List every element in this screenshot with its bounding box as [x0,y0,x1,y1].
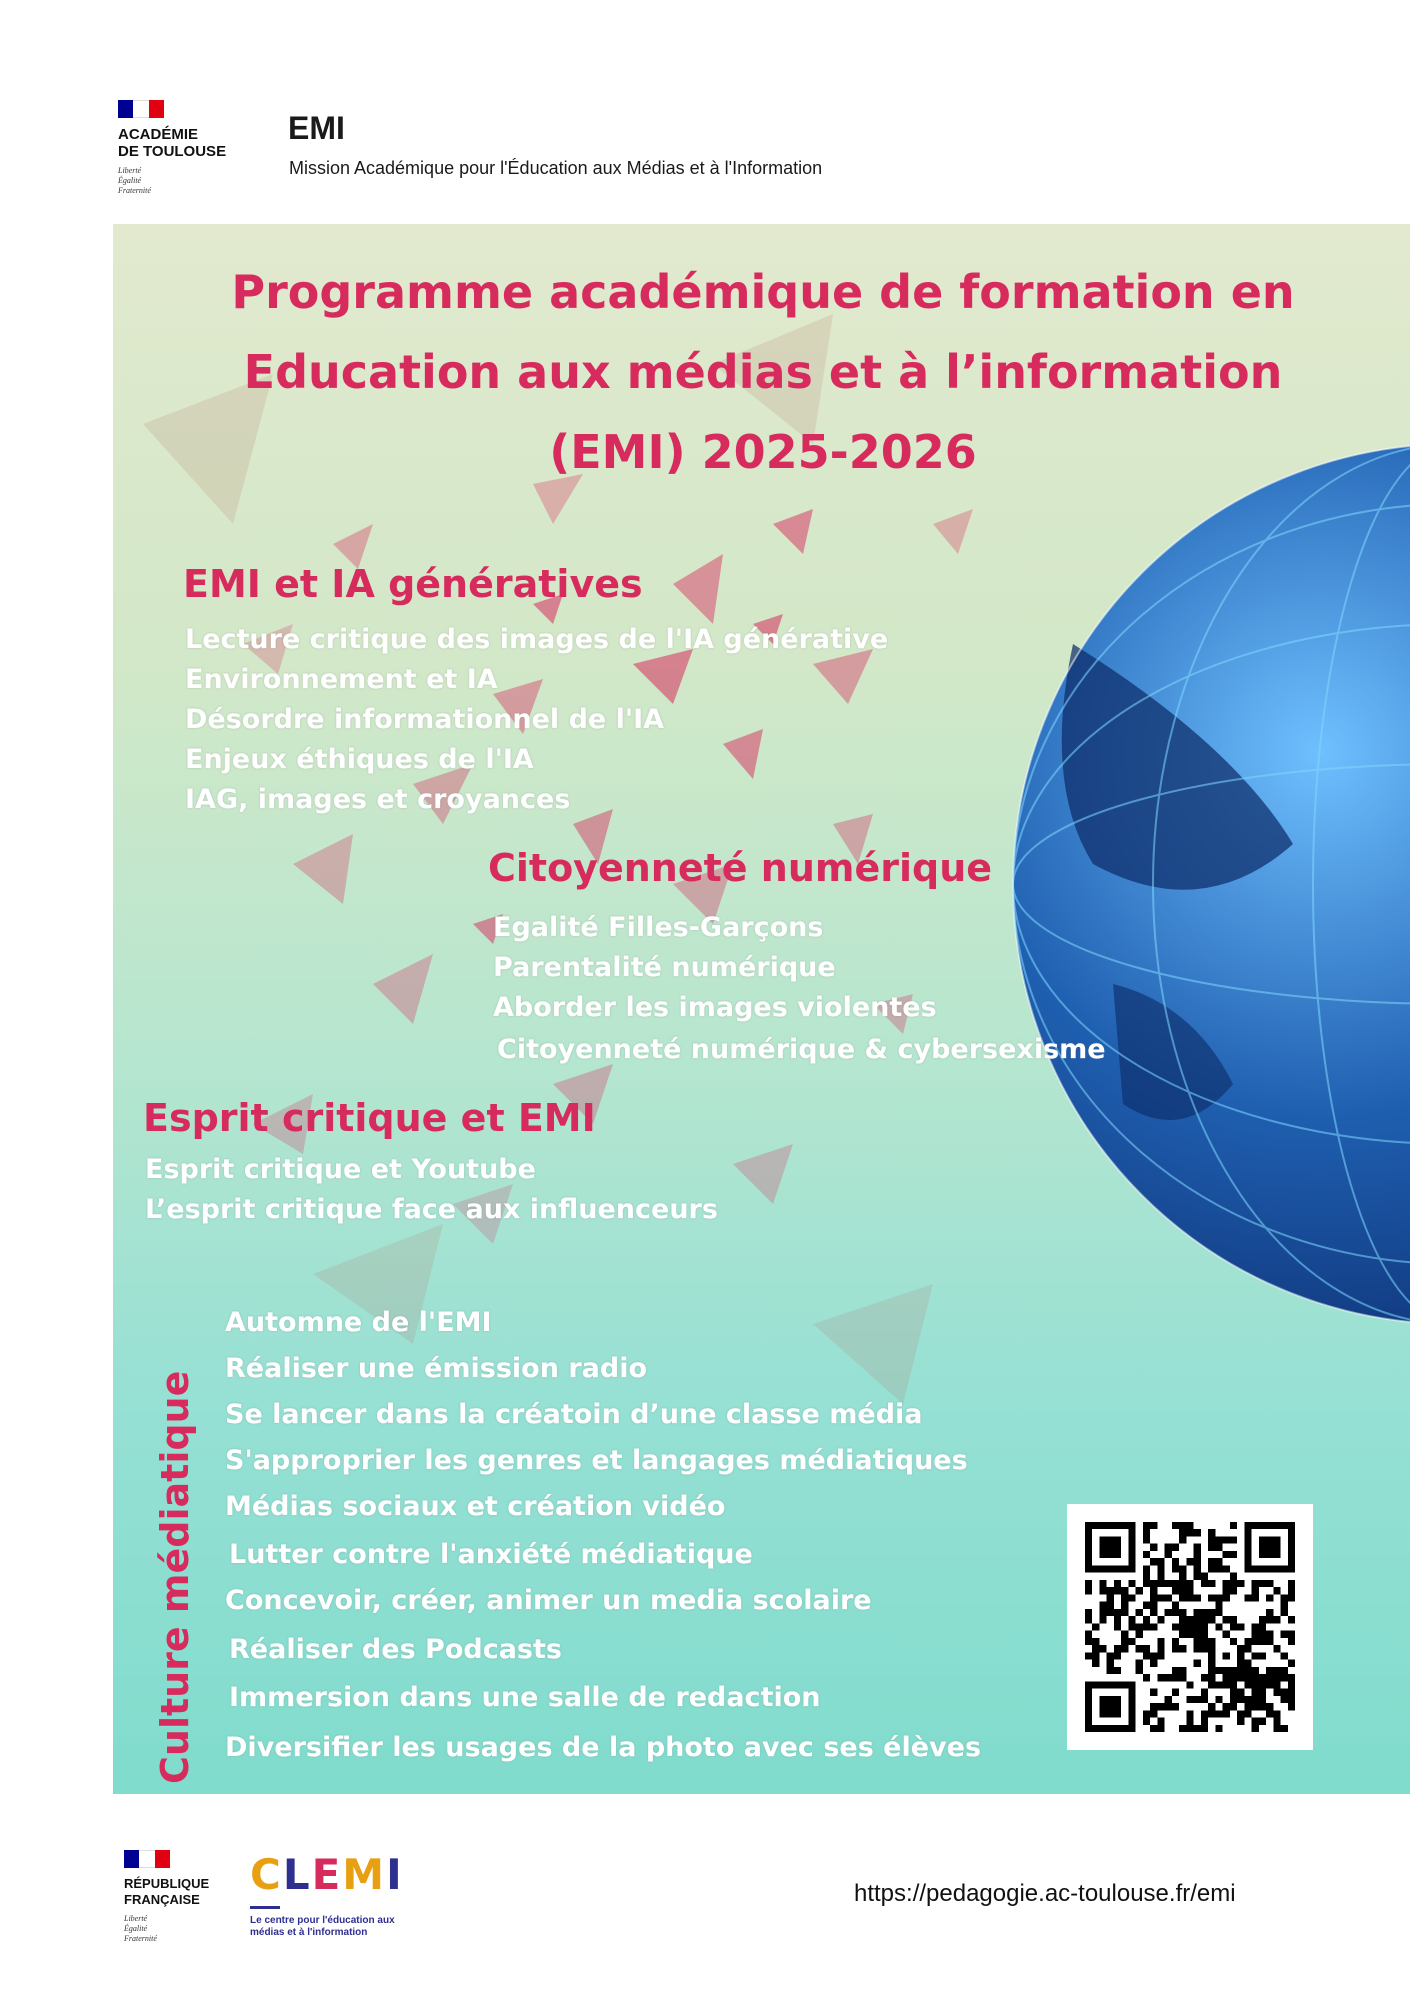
list-item: Réaliser des Podcasts [229,1634,562,1665]
section-heading-culture-mediatique: Culture médiatique [153,1370,197,1784]
list-item: Parentalité numérique [493,952,836,983]
section-heading-esprit-critique: Esprit critique et EMI [143,1096,596,1140]
list-item: Environnement et IA [185,664,498,695]
list-item: Immersion dans une salle de redaction [229,1682,821,1713]
list-item: Aborder les images violentes [493,992,937,1023]
clemi-wordmark: CLEMI [250,1850,404,1899]
french-flag-icon [124,1850,170,1868]
list-item: Lecture critique des images de l'IA générative [185,624,889,655]
list-item: S'approprier les genres et langages médiatiques [225,1445,968,1476]
list-item: Se lancer dans la créatoin d’une classe média [225,1399,923,1430]
logo-name-line2: FRANÇAISE [124,1892,200,1907]
list-item: Lutter contre l'anxiété médiatique [229,1539,753,1570]
list-item: Enjeux éthiques de l'IA [185,744,534,775]
header-subtitle: Mission Académique pour l'Éducation aux Médias et à l'Information [289,158,823,178]
clemi-tagline: Le centre pour l'éducation aux médias et à l'information [250,1915,395,1938]
list-item: IAG, images et croyances [185,784,571,815]
list-item: Désordre informationnel de l'IA [185,704,665,735]
french-flag-icon [118,100,164,118]
poster-title-line: Education aux médias et à l’information [243,345,1283,399]
clemi-divider [250,1906,280,1909]
qr-code-icon [1085,1522,1295,1732]
section-heading-ia: EMI et IA génératives [183,562,643,606]
poster-panel [113,224,1410,1794]
poster-title-line: (EMI) 2025-2026 [549,425,977,479]
website-link[interactable]: https://pedagogie.ac-toulouse.fr/emi [854,1880,1236,1907]
section-heading-citoyennete: Citoyenneté numérique [488,846,993,890]
logo-name-line1: ACADÉMIE [118,126,199,143]
qr-code[interactable] [1067,1504,1313,1750]
list-item: L’esprit critique face aux influenceurs [145,1194,718,1225]
list-item: Diversifier les usages de la photo avec ses élèves [225,1732,982,1763]
republique-francaise-logo [124,1850,244,1944]
poster-title [143,252,1383,492]
list-item: Concevoir, créer, animer un media scolaire [225,1585,872,1616]
list-item: Réaliser une émission radio [225,1353,648,1384]
clemi-logo [250,1852,410,1939]
logo-name-line2: DE TOULOUSE [118,143,227,160]
logo-motto: Liberté Égalité Fraternité [124,1914,157,1943]
academie-toulouse-logo [118,100,258,196]
list-item: Médias sociaux et création vidéo [225,1491,726,1522]
header-title: EMI [288,110,345,146]
poster-title-line: Programme académique de formation en [231,265,1295,319]
logo-name-line1: RÉPUBLIQUE [124,1876,210,1891]
list-item: Citoyenneté numérique & cybersexisme [497,1034,1106,1065]
list-item: Automne de l'EMI [225,1307,492,1338]
list-item: Egalité Filles-Garçons [493,912,824,943]
logo-motto: Liberté Égalité Fraternité [118,166,151,195]
list-item: Esprit critique et Youtube [145,1154,536,1185]
